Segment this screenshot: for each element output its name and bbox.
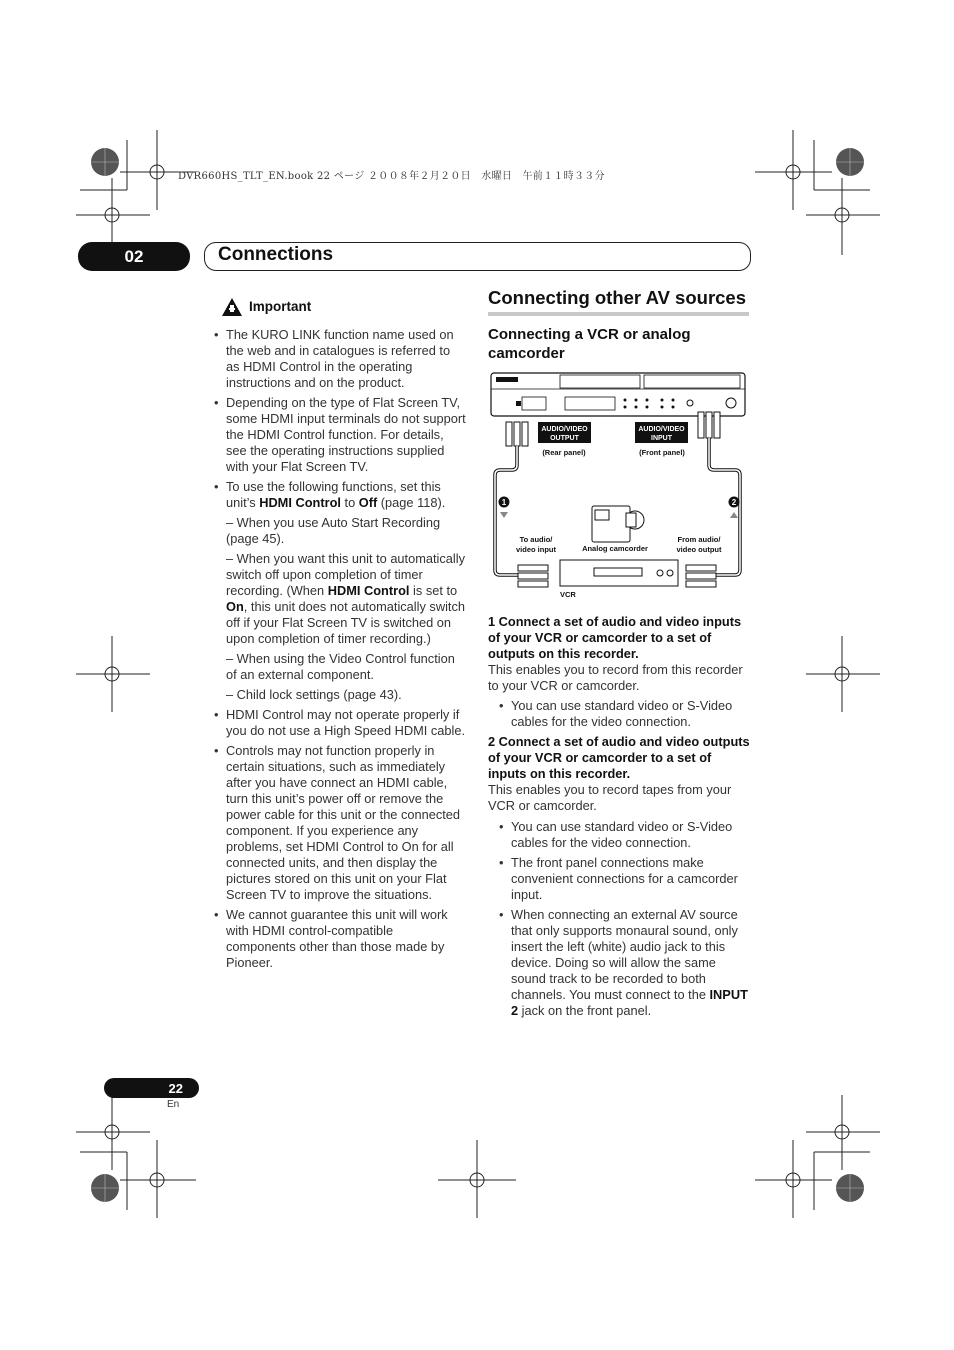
language-label: En	[167, 1099, 180, 1110]
step-1-bullets	[499, 698, 750, 730]
step-2-bullets	[499, 819, 750, 1019]
list-item: • The front panel connections make convenient connections for a camcorder input.	[499, 855, 750, 903]
left-column	[214, 296, 466, 975]
page-number: 22	[104, 1078, 199, 1098]
list-item: • HDMI Control may not operate properly if you do not use a High Speed HDMI cable.	[214, 707, 466, 739]
step-marker-1: 1	[501, 498, 507, 507]
list-item: • You can use standard video or S-Video cables for the video connection.	[499, 698, 750, 730]
from-av-line1: From audio/	[677, 535, 721, 544]
front-tag-line2: INPUT	[651, 435, 672, 442]
sub-item: – Child lock settings (page 43).	[226, 687, 402, 702]
rear-tag-line1: AUDIO/VIDEO	[541, 426, 588, 433]
heading-rule	[488, 312, 749, 316]
chapter-number: 02	[78, 242, 190, 271]
rear-panel-label: (Rear panel)	[542, 448, 586, 457]
recorder-unit	[491, 373, 745, 416]
list-item: • To use the following functions, set this unit’s HDMI Control to Off (page 118). – When you use Auto Start Recording (page 45). – When you want this unit to automatically switch off upon completion of timer recording. (When HDMI Control is set to On, this unit does not automatically switch off if your Flat Screen TV is switched on upon completion of timer recording.) – When using the Video Control function of an external component. – Child lock settings (page 43).	[214, 479, 466, 703]
sub-item: – When you want this unit to automatically switch off upon completion of timer recording. (When HDMI Control is set to On, this unit does not automatically switch off if your Flat Screen TV is switched on upon completion of timer recording.)	[226, 551, 465, 646]
step-1-body: This enables you to record from this recorder to your VCR or camcorder.	[488, 662, 743, 693]
camcorder-label: Analog camcorder	[582, 544, 648, 553]
rear-output-plugs	[506, 422, 528, 446]
rear-tag-line2: OUTPUT	[550, 435, 579, 442]
chapter-title: Connections	[218, 244, 334, 265]
sub-item: – When using the Video Control function of an external component.	[226, 651, 455, 682]
warning-hand-icon	[221, 297, 243, 317]
list-item: • When connecting an external AV source that only supports monaural sound, only insert the left (white) audio jack to this device. Doing so will allow the same sound track to be recorded to both channels. You must connect to the INPUT 2 jack on the front panel.	[499, 907, 750, 1019]
vcr-connection-diagram	[488, 370, 750, 605]
to-av-line2: video input	[516, 545, 556, 554]
list-item: • You can use standard video or S-Video cables for the video connection.	[499, 819, 750, 851]
sub-item: – When you use Auto Start Recording (page 45).	[226, 515, 441, 546]
step-marker-2: 2	[731, 498, 737, 507]
front-input-plugs	[698, 412, 720, 438]
to-av-line1: To audio/	[519, 535, 553, 544]
step-2-body: This enables you to record tapes from your VCR or camcorder.	[488, 782, 732, 813]
step-2-title: 2 Connect a set of audio and video outputs of your VCR or camcorder to a set of inputs on this recorder.	[488, 734, 750, 781]
print-header: DVR660HS_TLT_EN.book 22 ページ ２００８年２月２０日 水曜日 午前１１時３３分	[178, 171, 605, 182]
important-note	[214, 296, 466, 318]
important-list	[214, 327, 466, 971]
from-av-line2: video output	[676, 545, 722, 554]
right-steps	[488, 614, 750, 1023]
section-heading: Connecting other AV sources	[488, 287, 747, 308]
vcr-label: VCR	[560, 590, 576, 599]
list-item: • We cannot guarantee this unit will work with HDMI control-compatible components other than those made by Pioneer.	[214, 907, 466, 971]
important-label: Important	[249, 299, 312, 314]
front-tag-line1: AUDIO/VIDEO	[638, 426, 685, 433]
camcorder-icon	[592, 506, 644, 542]
list-item: • The KURO LINK function name used on the web and in catalogues is referred to as HDMI Control in the operating instructions and on the product.	[214, 327, 466, 391]
list-item: • Controls may not function properly in certain situations, such as immediately after you have connect an HDMI cable, turn this unit’s power off or remove the power cable for this unit or the connected component. If you experience any problems, set HDMI Control to On for all connected units, and then display the pictures stored on this unit on your Flat Screen TV to improve the situations.	[214, 743, 466, 903]
front-panel-label: (Front panel)	[639, 448, 685, 457]
vcr-unit	[560, 560, 678, 586]
list-item: • Depending on the type of Flat Screen TV, some HDMI input terminals do not support the HDMI Control function. For details, see the operating instructions supplied with your Flat Screen TV.	[214, 395, 466, 475]
subsection-heading: Connecting a VCR or analog camcorder	[488, 326, 691, 362]
step-1-title: 1 Connect a set of audio and video inputs of your VCR or camcorder to a set of outputs on this recorder.	[488, 614, 742, 661]
